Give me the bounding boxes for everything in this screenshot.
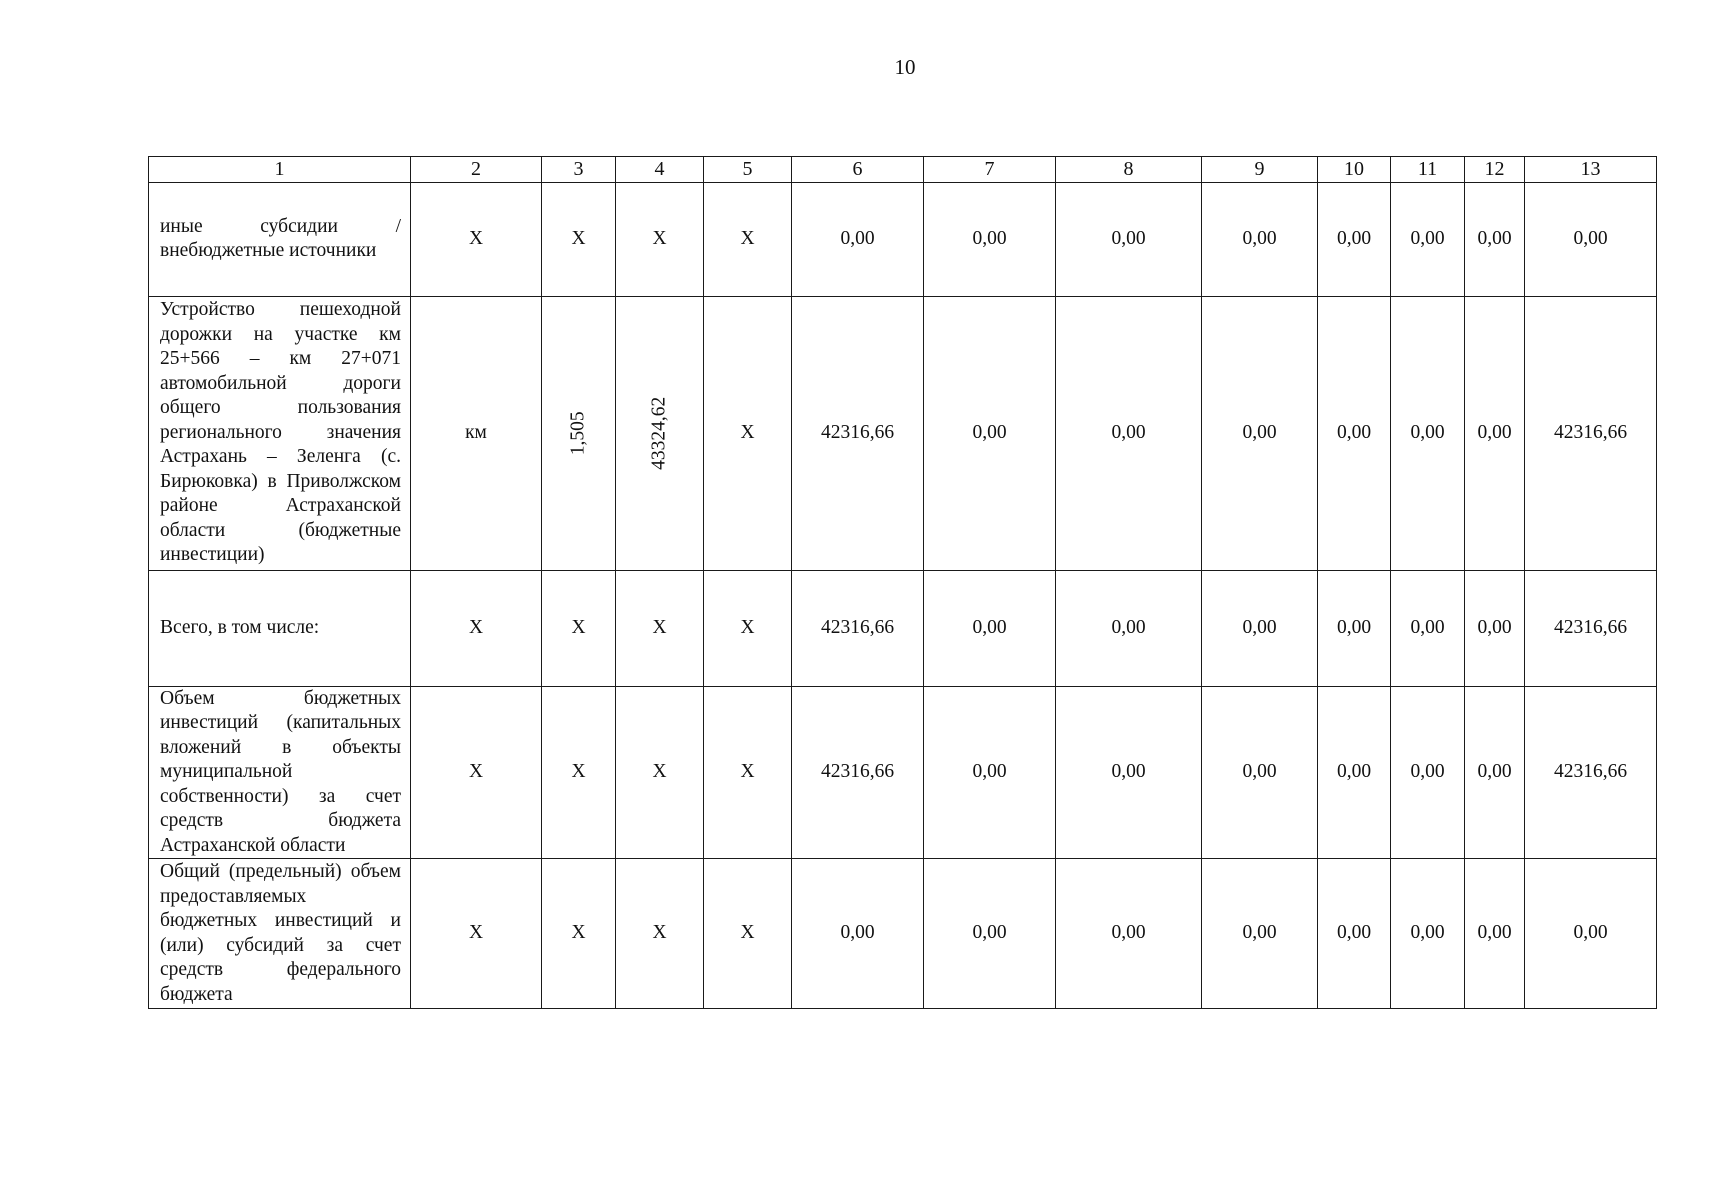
unit-cell: X	[411, 570, 542, 686]
column-number: 13	[1525, 157, 1657, 183]
column-number: 2	[411, 157, 542, 183]
column-number: 7	[924, 157, 1056, 183]
table-row	[149, 859, 1657, 1009]
page-number: 10	[894, 55, 916, 79]
col10-cell: 0,00	[1318, 182, 1391, 296]
col6-cell: 0,00	[792, 182, 924, 296]
table-row	[149, 182, 1657, 296]
column-number: 5	[704, 157, 792, 183]
column-number: 1	[149, 157, 411, 183]
total-cell: 0,00	[1525, 859, 1657, 1009]
col7-cell: 0,00	[924, 182, 1056, 296]
table-row	[149, 570, 1657, 686]
estimated-cost-cell: X	[616, 686, 704, 859]
row-description: Всего, в том числе:	[149, 570, 411, 686]
col11-cell: 0,00	[1391, 859, 1465, 1009]
col7-cell: 0,00	[924, 686, 1056, 859]
col11-cell: 0,00	[1391, 182, 1465, 296]
col6-cell: 42316,66	[792, 296, 924, 570]
col12-cell: 0,00	[1465, 686, 1525, 859]
col9-cell: 0,00	[1202, 296, 1318, 570]
table-row	[149, 296, 1657, 570]
col9-cell: 0,00	[1202, 182, 1318, 296]
column-number: 3	[542, 157, 616, 183]
col7-cell: 0,00	[924, 859, 1056, 1009]
col8-cell: 0,00	[1056, 859, 1202, 1009]
column-number: 4	[616, 157, 704, 183]
col5-cell: X	[704, 296, 792, 570]
col6-cell: 42316,66	[792, 686, 924, 859]
unit-cell: км	[411, 296, 542, 570]
estimated-cost-cell: X	[616, 859, 704, 1009]
col7-cell: 0,00	[924, 296, 1056, 570]
col12-cell: 0,00	[1465, 182, 1525, 296]
capacity-value: 1,505	[567, 411, 589, 455]
col5-cell: X	[704, 570, 792, 686]
col5-cell: X	[704, 182, 792, 296]
column-number-row	[149, 157, 1657, 183]
row-description: иные субсидии / внебюджетные источники	[149, 182, 411, 296]
col5-cell: X	[704, 859, 792, 1009]
col12-cell: 0,00	[1465, 296, 1525, 570]
unit-cell: X	[411, 182, 542, 296]
column-number: 12	[1465, 157, 1525, 183]
col6-cell: 42316,66	[792, 570, 924, 686]
capacity-cell: X	[542, 182, 616, 296]
col11-cell: 0,00	[1391, 686, 1465, 859]
total-cell: 42316,66	[1525, 570, 1657, 686]
col5-cell: X	[704, 686, 792, 859]
estimated-cost-value: 43324,62	[648, 396, 670, 470]
col10-cell: 0,00	[1318, 686, 1391, 859]
col10-cell: 0,00	[1318, 859, 1391, 1009]
capacity-cell: X	[542, 859, 616, 1009]
col9-cell: 0,00	[1202, 859, 1318, 1009]
col12-cell: 0,00	[1465, 570, 1525, 686]
estimated-cost-cell: X	[616, 570, 704, 686]
estimated-cost-cell	[616, 296, 704, 570]
col12-cell: 0,00	[1465, 859, 1525, 1009]
budget-table	[148, 156, 1657, 1009]
col9-cell: 0,00	[1202, 570, 1318, 686]
unit-cell: X	[411, 686, 542, 859]
column-number: 11	[1391, 157, 1465, 183]
total-cell: 0,00	[1525, 182, 1657, 296]
table-row	[149, 686, 1657, 859]
col8-cell: 0,00	[1056, 182, 1202, 296]
capacity-cell: X	[542, 570, 616, 686]
estimated-cost-cell: X	[616, 182, 704, 296]
row-description: Общий (предельный) объем предоставляемых бюджетных инвестиций и (или) субсидий за счет средств федерального бюджета	[149, 859, 411, 1009]
total-cell: 42316,66	[1525, 296, 1657, 570]
col6-cell: 0,00	[792, 859, 924, 1009]
column-number: 6	[792, 157, 924, 183]
column-number: 10	[1318, 157, 1391, 183]
col9-cell: 0,00	[1202, 686, 1318, 859]
col7-cell: 0,00	[924, 570, 1056, 686]
total-cell: 42316,66	[1525, 686, 1657, 859]
col10-cell: 0,00	[1318, 570, 1391, 686]
col8-cell: 0,00	[1056, 296, 1202, 570]
col10-cell: 0,00	[1318, 296, 1391, 570]
col8-cell: 0,00	[1056, 686, 1202, 859]
column-number: 9	[1202, 157, 1318, 183]
capacity-cell: X	[542, 686, 616, 859]
col11-cell: 0,00	[1391, 570, 1465, 686]
col8-cell: 0,00	[1056, 570, 1202, 686]
capacity-cell	[542, 296, 616, 570]
unit-cell: X	[411, 859, 542, 1009]
row-description: Устройство пешеходной дорожки на участке км 25+566 – км 27+071 автомобильной дороги общего пользования регионального значения Астрахань – Зеленга (с. Бирюковка) в Приволжском районе Астраханской области (бюджетные инвестиции)	[149, 296, 411, 570]
col11-cell: 0,00	[1391, 296, 1465, 570]
column-number: 8	[1056, 157, 1202, 183]
row-description: Объем бюджетных инвестиций (капитальных вложений в объекты муниципальной собственности) за счет средств бюджета Астраханской области	[149, 686, 411, 859]
